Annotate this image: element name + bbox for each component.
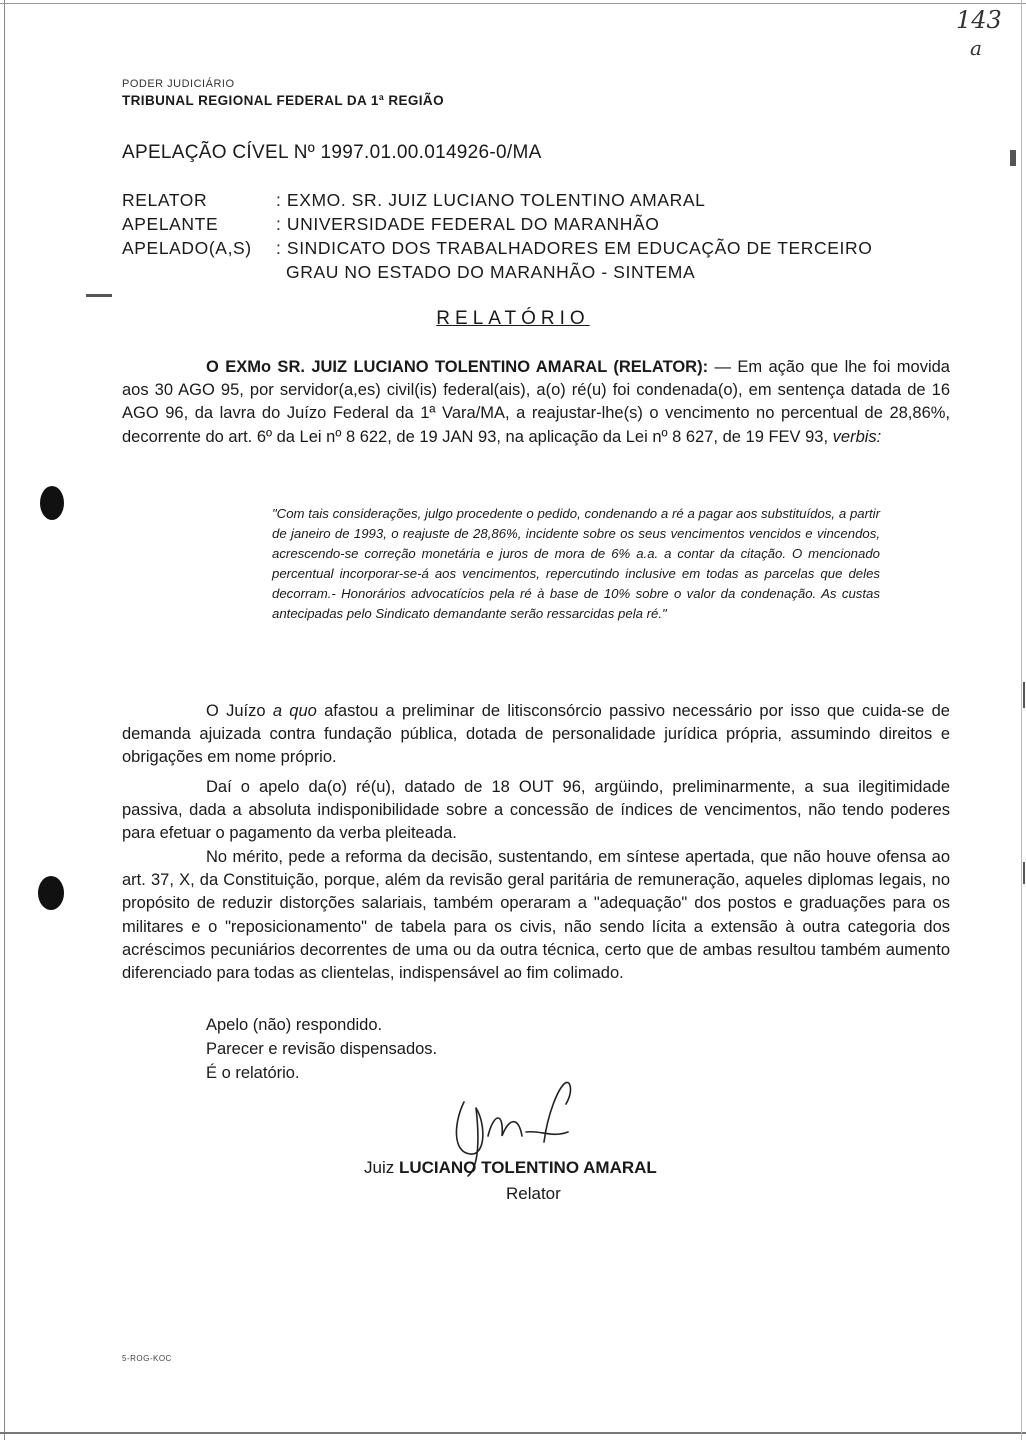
party-value-apelante: : UNIVERSIDADE FEDERAL DO MARANHÃO (276, 214, 660, 234)
para1-italic: a quo (272, 702, 317, 720)
signer-prefix: Juiz (364, 1158, 399, 1177)
scan-mark-right (1010, 150, 1016, 166)
intro-verbis: verbis: (832, 427, 882, 446)
header-line-2: TRIBUNAL REGIONAL FEDERAL DA 1ª REGIÃO (122, 93, 444, 108)
paragraph-apelo: Daí o apelo da(o) ré(u), datado de 18 OUT 96, argüindo, preliminarmente, a sua ilegitimidade passiva, dada a absoluta indisponibilidade sobre a concessão de índices de vencimentos, não tendo poderes para efetuar o pagamento da verba pleiteada. (122, 778, 950, 843)
scan-mark-right-3 (1023, 862, 1025, 884)
case-number: APELAÇÃO CÍVEL Nº 1997.01.00.014926-0/MA (122, 142, 542, 163)
punch-hole-top (40, 486, 64, 520)
paragraph-merito: No mérito, pede a reforma da decisão, sustentando, em síntese apertada, que não houve ofensa ao art. 37, X, da Constituição, porque, além da revisão geral paritária de remuneração, aqueles diplomas legais, no propósito de reduzir distorções salariais, também operaram a "adequação" dos postos e graduações para os militares e o "reposicionamento" de tabela para os civis, não sendo lícita a extensão à outra categoria dos acréscimos pecuniários decorrentes de uma ou da outra técnica, certo que de ambas resultou também aumento diferenciado para todas as clientelas, indispensável ao fim colimado. (122, 848, 950, 983)
quote-block: "Com tais considerações, julgo procedente o pedido, condenando a ré a pagar aos substituídos, a partir de janeiro de 1993, o reajuste de 28,86%, incidente sobre os seus vencimentos vencidos e vincendos, acrescendo-se correção monetária e juros de mora de 6% a.a. a contar da citação. O mencionado percentual incorporar-se-á aos vencimentos, repercutindo inclusive em todas as parcelas que deles decorram.- Honorários advocatícios pela ré à base de 10% sobre o valor da condenação. As custas antecipadas pelo Sindicato demandante serão ressarcidas pela ré." (272, 506, 880, 621)
page-rubric: a (970, 36, 982, 60)
page-number-value: 143 (956, 6, 1002, 34)
party-value-apelado-cont: GRAU NO ESTADO DO MARANHÃO - SINTEMA (286, 262, 696, 282)
handwritten-page-number (948, 6, 1020, 70)
party-value-relator: : EXMO. SR. JUIZ LUCIANO TOLENTINO AMARAL (276, 190, 706, 210)
signer-role: Relator (506, 1184, 561, 1203)
line-parecer: Parecer e revisão dispensados. (206, 1040, 438, 1058)
scan-edge-left (4, 0, 5, 1440)
signer-name-bold: LUCIANO TOLENTINO AMARAL (398, 1158, 657, 1177)
party-value-apelado: : SINDICATO DOS TRABALHADORES EM EDUCAÇÃO DE TERCEIRO (276, 238, 873, 258)
para1-pre: O Juízo (206, 702, 273, 720)
para1-post: afastou a preliminar de litisconsórcio passivo necessário por isso que cuida-se de demanda ajuizada contra fundação pública, dotada de personalidade jurídica própria, assumindo direitos e obrigações em nome próprio. (122, 702, 950, 767)
header-line-1: PODER JUDICIÁRIO (122, 78, 235, 90)
intro-text: — Em ação que lhe foi movida aos 30 AGO 95, por servidor(a,es) civil(is) federal(ais), a(o) ré(u) foi condenada(o), em sentença datada de 16 AGO 96, da lavra do Juízo Federal da 1ª Vara/MA, a reajustar-lhe(s) o vencimento no percentual de 28,86%, decorrente do art. 6º da Lei nº 8 622, de 19 JAN 93, na aplicação da Lei nº 8 627, de 19 FEV 93, (122, 358, 950, 446)
section-title (0, 308, 1026, 330)
signer-name (364, 1158, 657, 1178)
punch-hole-bottom (38, 876, 64, 910)
intro-bold: O EXMo SR. JUIZ LUCIANO TOLENTINO AMARAL (RELATOR): (206, 358, 709, 376)
line-apelo-respondido: Apelo (não) respondido. (206, 1016, 383, 1034)
scan-edge-top (0, 3, 1026, 4)
scan-edge-bottom (0, 1432, 1026, 1434)
scan-mark-right-2 (1023, 682, 1025, 708)
scan-mark-left (86, 294, 112, 297)
scan-edge-right (1021, 0, 1022, 1440)
footer-code: 5-ROG-KOC (122, 1354, 172, 1363)
party-label-apelante: APELANTE (122, 214, 219, 234)
paragraph-juizo (122, 700, 950, 770)
line-e-o-relatorio: É o relatório. (206, 1064, 300, 1082)
intro-paragraph (122, 356, 950, 449)
party-label-apelado: APELADO(A,S) (122, 238, 252, 258)
section-title-text: RELATÓRIO (436, 308, 590, 329)
party-label-relator: RELATOR (122, 190, 208, 210)
